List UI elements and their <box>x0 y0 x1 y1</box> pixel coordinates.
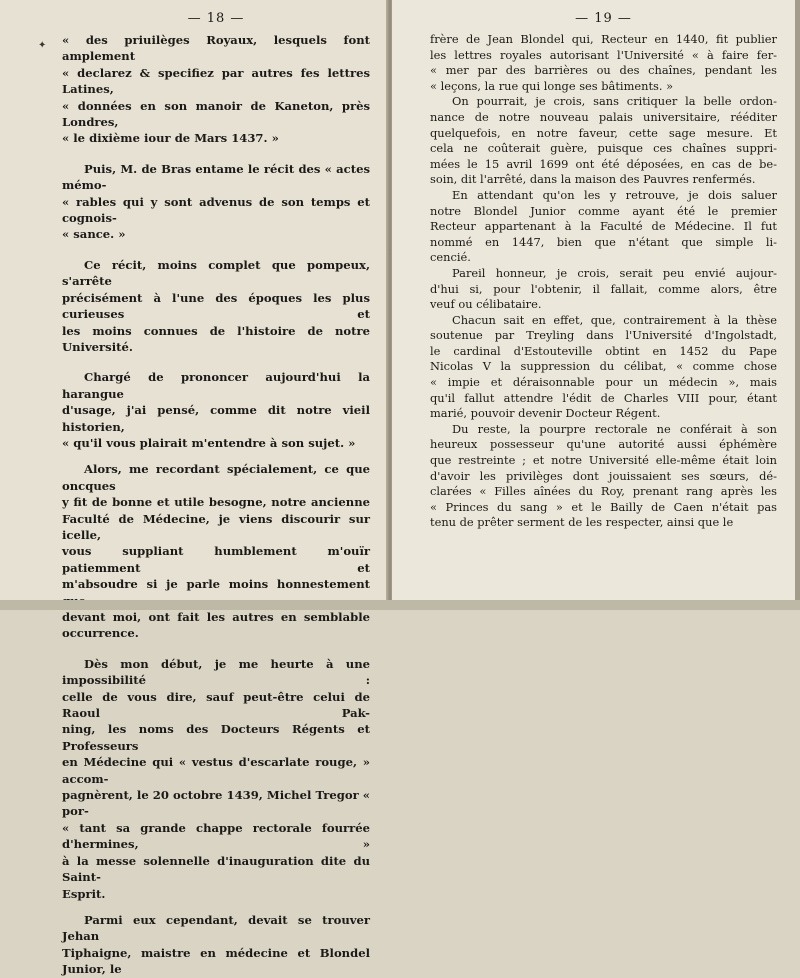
text-line: Du reste, la pourpre rectorale ne conférait à son <box>452 421 777 436</box>
paragraph <box>62 656 370 902</box>
paragraph <box>62 461 370 641</box>
text-line: « des priuilèges Royaux, lesquels font amplement <box>62 33 370 64</box>
paragraph <box>62 257 370 355</box>
left-page-body <box>62 32 370 978</box>
text-line: heureux possesseur qu'une autorité aussi éphémère <box>430 437 777 452</box>
paragraph <box>62 32 370 147</box>
text-line: « rables qui y sont advenus de son temps et cognois- <box>62 194 370 226</box>
text-line: d'hui si, pour l'obtenir, il fallait, comme alors, être <box>430 281 777 296</box>
text-line: soin, dit l'arrêté, dans la maison des Pauvres renfermés. <box>430 172 756 187</box>
text-line: les lettres royales autorisant l'Université « à faire fer- <box>430 47 777 62</box>
page-number-right: — 19 — <box>575 11 632 26</box>
paragraph-gap <box>62 451 370 461</box>
text-line: veuf ou célibataire. <box>430 297 542 312</box>
right-page <box>392 0 795 600</box>
text-line: « impie et déraisonnable pour un médecin », mais <box>430 375 777 390</box>
text-line: « le dixième iour de Mars 1437. » <box>62 131 279 146</box>
text-line: m'absoudre si je parle moins honnestement <box>62 577 370 592</box>
text-line: En attendant qu'on les y retrouve, je dois saluer <box>452 187 777 202</box>
text-line: tenu de prêter serment de les respecter, ainsi que le <box>430 515 734 530</box>
text-line: « sance. » <box>62 227 126 242</box>
text-line: celle de vous dire, sauf peut-être celui de Raoul Pak- <box>62 689 370 721</box>
scan-bottom-edge <box>0 600 800 610</box>
paragraph <box>62 369 370 451</box>
paragraph <box>62 161 370 243</box>
text-line: cencié. <box>430 250 471 265</box>
paragraph <box>430 32 777 94</box>
page-edge <box>795 0 800 610</box>
text-line: notre Blondel Junior comme ayant été le premier <box>430 203 777 218</box>
paragraph <box>430 313 777 422</box>
text-line: nance de notre nouveau palais universitaire, rééditer <box>430 109 777 124</box>
text-line: Ce récit, moins complet que pompeux, s'arrête <box>62 257 370 289</box>
text-line: mées le 15 avril 1699 ont été déposées, en cas de be- <box>430 156 777 171</box>
text-line: ning, les noms des Docteurs Régents et Professeurs <box>62 722 370 753</box>
text-line: cela ne coûterait guère, puisque ces chaînes suppri- <box>430 141 777 156</box>
paragraph <box>430 266 777 313</box>
text-line: les moins connues de l'histoire de notre Université. <box>62 323 370 354</box>
text-line: quelquefois, en notre faveur, cette sage mesure. Et <box>430 125 777 140</box>
text-line: clarées « Filles aînées du Roy, prenant rang après les <box>430 484 777 499</box>
text-line: marié, pouvoir devenir Docteur Régent. <box>430 406 661 421</box>
paragraph-gap <box>62 147 370 161</box>
text-line: soutenue par Treyling dans l'Université d'Ingolstadt, <box>430 328 777 343</box>
text-line: Chacun sait en effet, que, contrairement à la thèse <box>452 312 777 327</box>
text-line: « mer par des barrières ou des chaînes, pendant les <box>430 63 777 78</box>
text-line: y fit de bonne et utile besogne, notre ancienne <box>62 495 370 510</box>
text-line: « leçons, la rue qui longe ses bâtiments. » <box>430 78 674 93</box>
margin-mark: ✦ <box>38 40 47 51</box>
text-line: « Princes du sang » et le Bailly de Caen n'était pas <box>430 499 777 514</box>
text-line: Dès mon début, je me heurte à une impossibilité : <box>62 656 370 688</box>
paragraph-gap <box>62 902 370 912</box>
paragraph-gap <box>62 355 370 369</box>
text-line: que restreinte ; et notre Université elle-même était loin <box>430 453 777 468</box>
text-line: « tant sa grande chappe rectorale fourrée d'hermines, » <box>62 820 370 852</box>
text-line: à la messe solennelle d'inauguration dite du Saint- <box>62 853 370 885</box>
text-line: vous suppliant humblement m'ouïr patiemment et <box>62 544 370 575</box>
paragraph-gap <box>62 243 370 257</box>
text-line: Recteur appartenant à la Faculté de Médecine. Il fut <box>430 219 777 234</box>
text-line: précisément à l'une des époques les plus curieuses et <box>62 290 370 322</box>
text-line: Tiphaigne, maistre en médecine et Blondel Junior, le <box>62 945 370 977</box>
text-line: Faculté de Médecine, je viens discourir sur icelle, <box>62 511 370 542</box>
text-line: Esprit. <box>62 886 106 901</box>
text-line: pagnèrent, le 20 octobre 1439, Michel Tregor « por- <box>62 788 370 819</box>
text-line: Pareil honneur, je crois, serait peu envié aujour- <box>452 265 777 280</box>
paragraph-gap <box>62 642 370 656</box>
text-line: nommé en 1447, bien que n'étant que simple li- <box>430 234 777 249</box>
text-line: Chargé de prononcer aujourd'hui la harangue <box>62 370 370 401</box>
text-line: Nicolas V la suppression du célibat, « comme chose <box>430 359 777 374</box>
paragraph <box>430 422 777 531</box>
left-page <box>0 0 388 977</box>
text-line: On pourrait, je crois, sans critiquer la belle ordon- <box>452 94 777 109</box>
text-line: Alors, me recordant spécialement, ce que oncques <box>62 462 370 493</box>
text-line: d'usage, j'ai pensé, comme dit notre vieil historien, <box>62 403 370 434</box>
paragraph <box>62 912 370 978</box>
text-line: « qu'il vous plairait m'entendre à son sujet. » <box>62 435 356 450</box>
text-line: en Médecine qui « vestus d'escarlate rouge, » accom- <box>62 755 370 786</box>
text-line: devant moi, ont fait les autres en semblable occurrence. <box>62 610 370 641</box>
paragraph <box>430 94 777 188</box>
right-page-body <box>430 32 777 531</box>
text-line: frère de Jean Blondel qui, Recteur en 1440, fit publier <box>430 32 777 46</box>
page-number-left: — 18 — <box>187 11 245 26</box>
paragraph <box>430 188 777 266</box>
text-line: qu'il fallut attendre l'édit de Charles VIII pour, étant <box>430 390 777 405</box>
text-line: le cardinal d'Estouteville obtint en 1452 du Pape <box>430 343 777 358</box>
text-line: Puis, M. de Bras entame le récit des « actes mémo- <box>62 161 370 193</box>
text-line: Parmi eux cependant, devait se trouver Jehan <box>62 912 370 944</box>
text-line: « declarez & specifiez par autres fes lettres Latines, <box>62 65 370 97</box>
text-line: d'avoir les privilèges dont jouissaient ses sœurs, dé- <box>430 468 777 483</box>
text-line: « données en son manoir de Kaneton, près Londres, <box>62 98 370 130</box>
